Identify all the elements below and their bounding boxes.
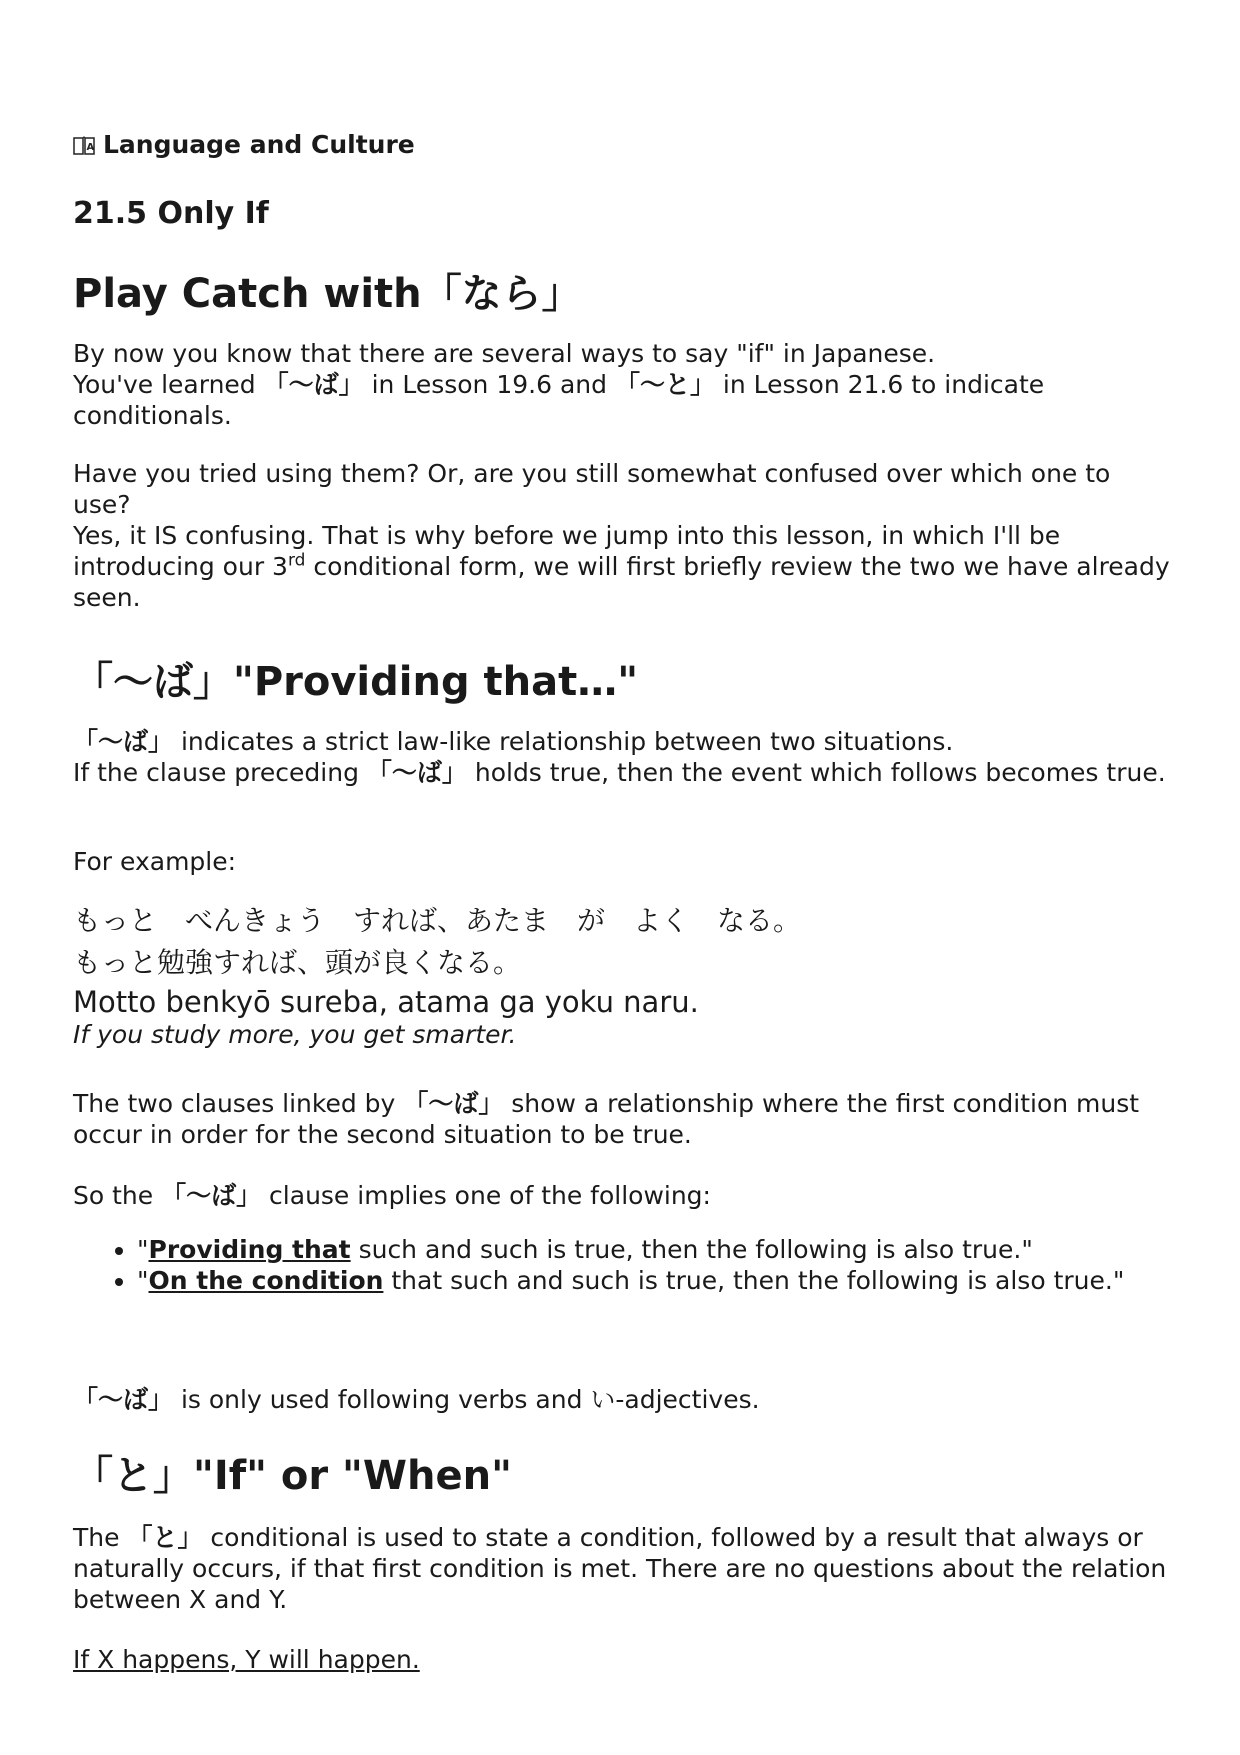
ba-definition-line-2 [73,757,1173,788]
intro-text: in Lesson 21.6 to indicate conditionals. [73,370,1045,430]
to-text: The [73,1523,128,1552]
ba-heading-block [73,650,1173,707]
ba-form: 「〜ば」 [366,758,467,787]
ba-definition [73,726,1173,788]
ba-implies [73,1180,1173,1211]
intro-block-2 [73,458,1173,613]
to-form: 「と」 [127,1523,203,1552]
definition-text: If the clause preceding [73,758,367,787]
emphasis: On the condition [148,1266,384,1295]
intro-block [73,338,1173,431]
list-item [137,1234,1173,1265]
intro-paragraph-3 [73,520,1173,613]
to-form: 「〜と」 [614,370,715,399]
implies-text: clause implies one of the following: [261,1181,711,1210]
emphasis: Providing that [148,1235,351,1264]
ba-form: 「〜ば」 [73,727,174,756]
usage-text: is only used following verbs and い-adjectives. [173,1385,760,1414]
intro-text: conditional form, we will first briefly review the two we have already seen. [73,552,1170,612]
book-icon [73,134,95,156]
ba-bullets [73,1234,1173,1296]
intro-line-1: By now you know that there are several ways to say "if" in Japanese. [73,339,936,368]
intro-paragraph-1 [73,338,1173,431]
svg-text:A: A [86,141,95,153]
list-item [137,1265,1173,1296]
example-kana: もっと べんきょう すれば、あたま が よく なる。 [73,904,802,937]
definition-text: indicates a strict law-like relationship between two situations. [173,727,954,756]
example-label-block [73,846,1173,877]
to-text: conditional is used to state a condition, followed by a result that always or naturally occurs, if that first condition is met. There are no questions about the relation between X and Y. [73,1523,1167,1614]
to-rule-text: If X happens, Y will happen. [73,1645,420,1674]
intro-paragraph-2: Have you tried using them? Or, are you still somewhat confused over which one to use? [73,459,1111,519]
ba-form: 「〜ば」 [161,1181,262,1210]
ba-usage-note [73,1384,1173,1415]
quote-mark: " [137,1235,149,1264]
explanation-text: show a relationship where the first condition must occur in order for the second situation to be true. [73,1089,1140,1149]
ba-usage-paragraph [73,1384,1173,1415]
section-label-text: Language and Culture [103,130,415,159]
explanation-text: The two clauses linked by [73,1089,404,1118]
intro-text: You've learned [73,370,264,399]
example-block [73,900,1173,1050]
intro-text: in Lesson 19.6 and [363,370,615,399]
ba-form: 「〜ば」 [403,1089,504,1118]
to-rule [73,1644,1173,1675]
list-item-text: that such and such is true, then the following is also true." [383,1266,1125,1295]
lesson-number: 21.5 Only If [73,196,269,231]
to-heading-block [73,1444,1173,1501]
section-label [73,130,415,159]
ba-explanation-paragraph [73,1088,1173,1150]
example-translation: If you study more, you get smarter. [73,1020,517,1049]
ba-form: 「〜ば」 [263,370,364,399]
ba-explanation [73,1088,1173,1150]
to-section-heading: 「と」"If" or "When" [73,1453,512,1499]
to-explanation-paragraph [73,1522,1173,1615]
example-kanji: もっと勉強すれば、頭が良くなる。 [73,946,522,979]
page-title: Play Catch with「なら」 [73,271,582,317]
definition-text: holds true, then the event which follows becomes true. [466,758,1166,787]
ba-section-heading: 「〜ば」"Providing that…" [73,659,639,705]
ba-definition-line-1 [73,726,1173,757]
implies-text: So the [73,1181,162,1210]
ba-implies-paragraph [73,1180,1173,1211]
list-item-text: such and such is true, then the following is also true." [350,1235,1033,1264]
intro-text: Yes, it IS confusing. That is why before we jump into this lesson, in which I'll be introducing our 3 [73,521,1061,581]
ba-form: 「〜ば」 [73,1385,174,1414]
quote-mark: " [137,1266,149,1295]
example-romaji: Motto benkyō sureba, atama ga yoku naru. [73,985,699,1019]
to-explanation [73,1522,1173,1615]
for-example-label: For example: [73,847,237,876]
implication-list [73,1234,1173,1296]
superscript: rd [287,550,306,571]
